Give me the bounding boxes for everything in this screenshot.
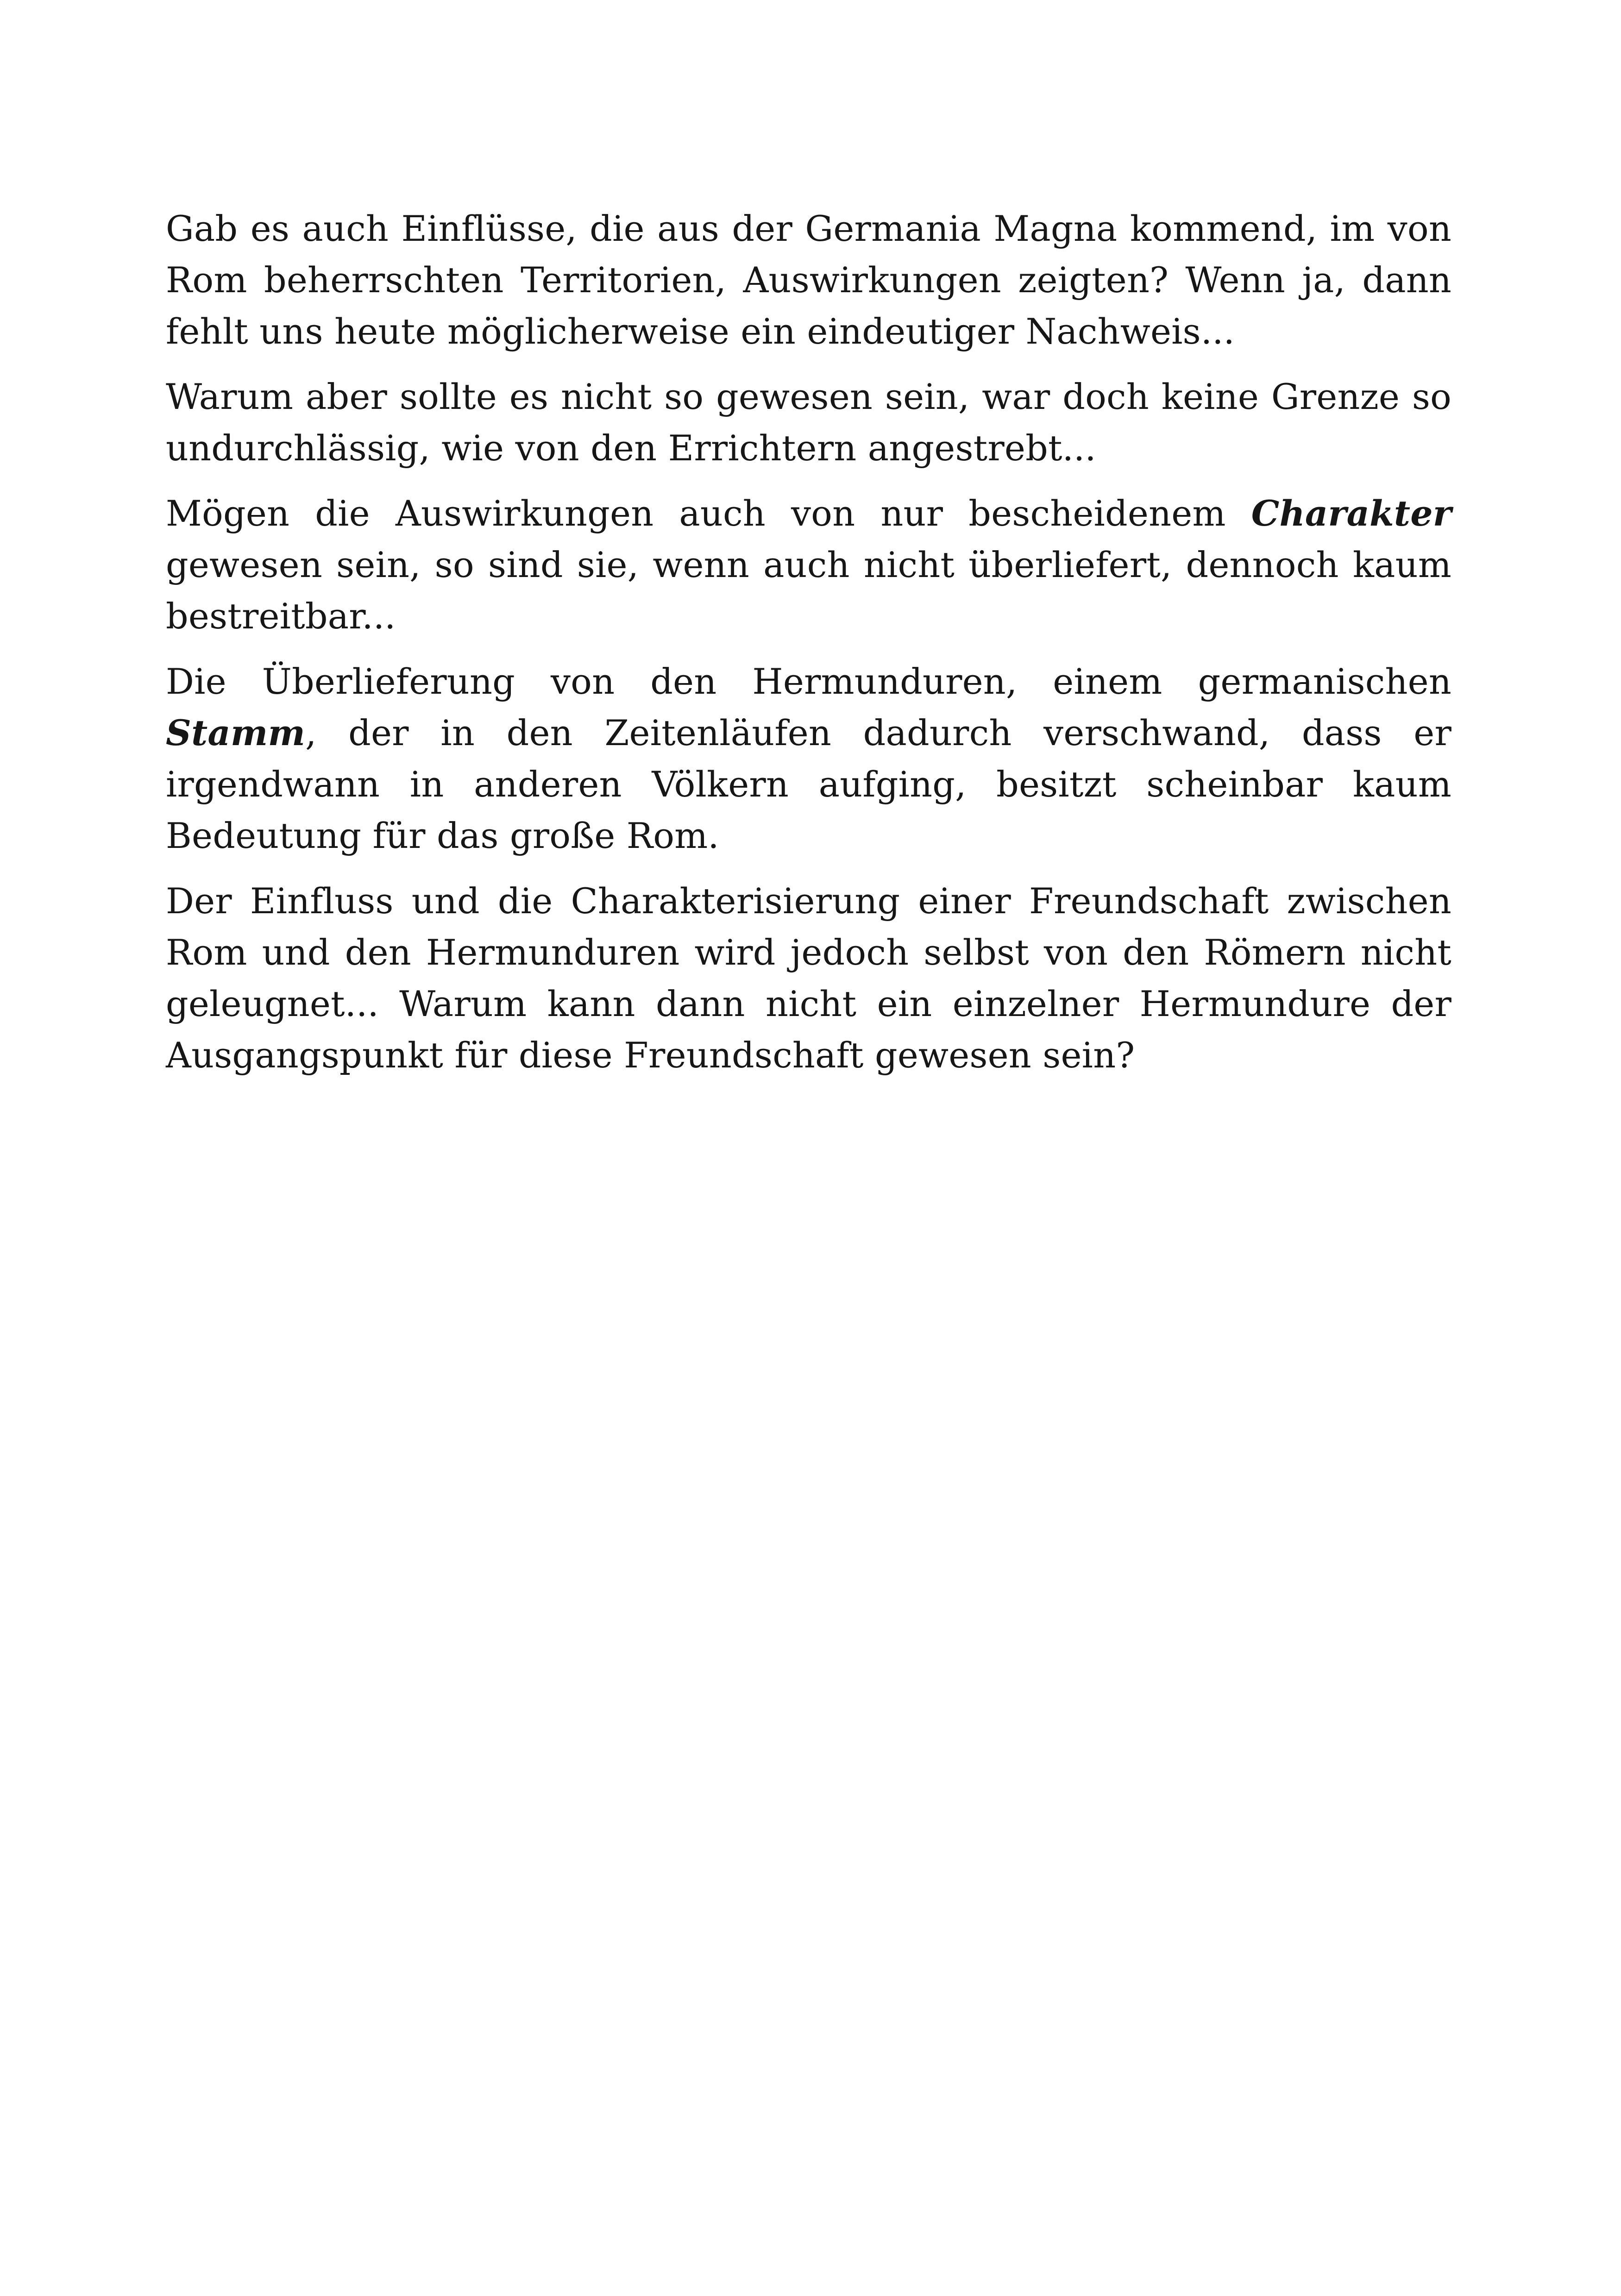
paragraph — [166, 203, 1451, 357]
paragraph — [166, 488, 1451, 642]
emphasized-text: Stamm — [166, 712, 306, 753]
emphasized-text: Charakter — [1251, 493, 1451, 534]
paragraph — [166, 875, 1451, 1081]
paragraph-text: Die Überlieferung von den Hermunduren, einem germanischen — [166, 661, 1451, 702]
paragraph-text: Mögen die Auswirkungen auch von nur bescheidenem — [166, 493, 1251, 534]
text-block — [166, 203, 1451, 1081]
paragraph-text: Gab es auch Einflüsse, die aus der Germania Magna kommend, im von Rom beherrschten Territorien, Auswirkungen zeigten? Wenn ja, dann fehlt uns heute möglicherweise ein eindeutiger Nachweis... — [166, 208, 1451, 352]
paragraph — [166, 371, 1451, 474]
paragraph-text: Warum aber sollte es nicht so gewesen sein, war doch keine Grenze so undurchlässig, wie von den Errichtern angestrebt... — [166, 376, 1451, 469]
paragraph-text: Der Einfluss und die Charakterisierung einer Freundschaft zwischen Rom und den Hermunduren wird jedoch selbst von den Römern nicht geleugnet... Warum kann dann nicht ein einzelner Hermundure der Ausgangspunkt für diese Freundschaft gewesen sein? — [166, 880, 1451, 1076]
paragraph-text: , der in den Zeitenläufen dadurch verschwand, dass er irgendwann in anderen Völkern aufging, besitzt scheinbar kaum Bedeutung für das große Rom. — [166, 712, 1451, 856]
paragraph — [166, 656, 1451, 861]
paragraph-text: gewesen sein, so sind sie, wenn auch nicht überliefert, dennoch kaum bestreitbar... — [166, 544, 1451, 637]
